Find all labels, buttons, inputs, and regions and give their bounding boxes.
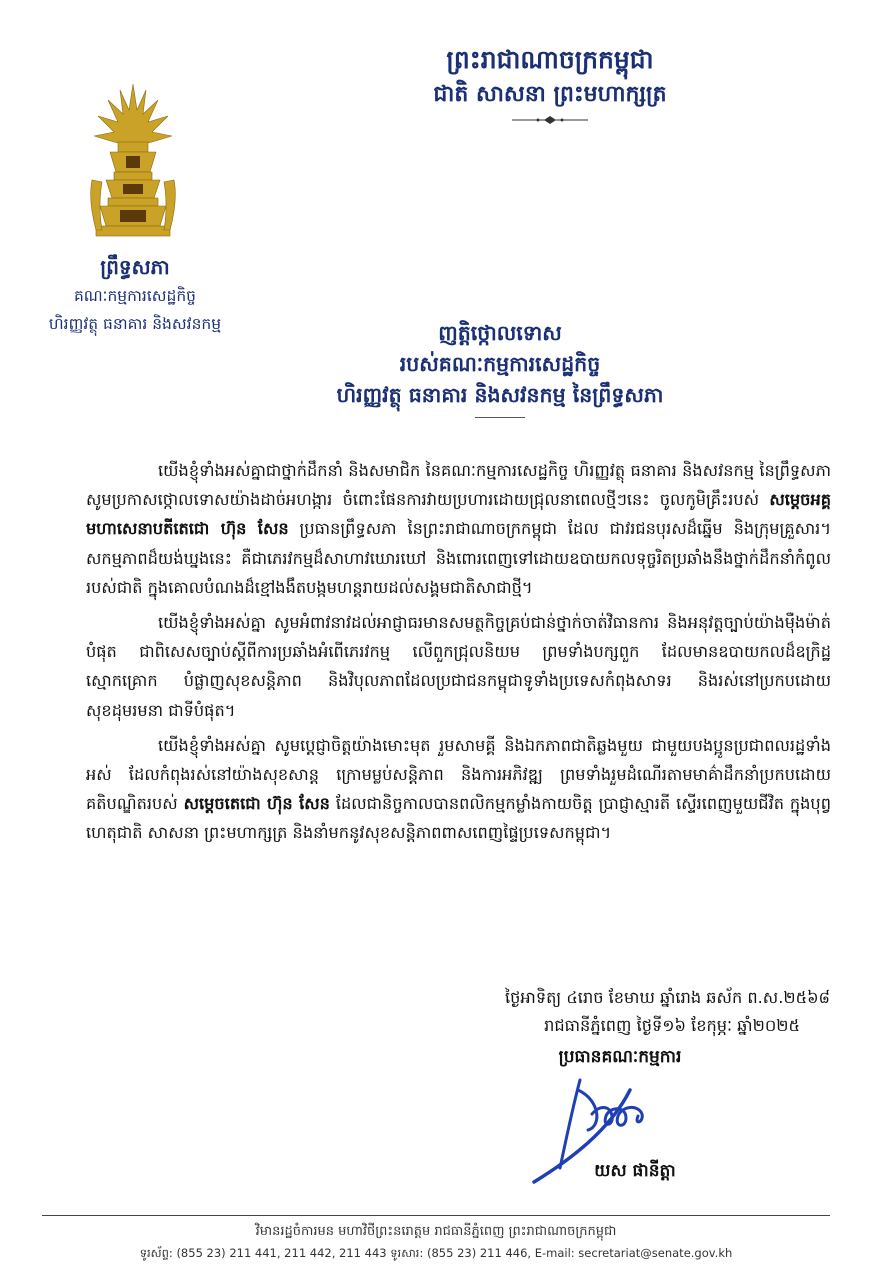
paragraph-1-bold-name: សម្តេចអគ្គមហាសេនាបតីតេជោ ហ៊ុន សែន [86, 490, 831, 539]
organization-name: ព្រឹទ្ធសភា [100, 255, 170, 279]
lunar-date: ថ្ងៃអាទិត្យ ៤រោច ខែមាឃ ឆ្នាំរោង ឆស័ក ព.ស.២៥៦៨ [505, 988, 830, 1007]
kingdom-motto: ជាតិ សាសនា ព្រះមហាក្សត្រ [433, 81, 667, 107]
paragraph-3-text-a: យើងខ្ញុំទាំងអស់គ្នា សូមប្តេជ្ញាចិត្តយ៉ាងមោះមុត រួមសាមគ្គី និងឯកភាពជាតិឆ្លងមួយ ជាមួយបងប្អូនប្រជាពលរដ្ឋទាំងអស់ ដែលកំពុងរស់នៅយ៉ាងសុខសាន្ត ក្រោមម្លប់សន្តិភាព និងការអភិវឌ្ឍ ព្រមទាំងរួមដំណើរតាមមាគ៌ាដឹកនាំប្រកបដោយគតិបណ្ឌិតរបស់ [86, 735, 831, 814]
title-line-1: ញត្តិថ្កោលទោស [438, 321, 562, 345]
date-block [380, 984, 830, 1040]
committee-line-1: គណៈកម្មការសេដ្ឋកិច្ច [73, 287, 197, 305]
document-body [86, 456, 831, 854]
committee-line-2: ហិរញ្ញវត្ថុ ធនាគារ និងសវនកម្ម [48, 315, 222, 333]
signatory-name: យស ផានីត្តា [594, 1161, 676, 1181]
footer [42, 1222, 830, 1264]
paragraph-3 [86, 731, 831, 848]
title-line-3: ហិរញ្ញវត្ថុ ធនាគារ និងសវនកម្ម នៃព្រឹទ្ធសភា [336, 383, 664, 407]
kingdom-title: ព្រះរាជាណាចក្រកម្ពុជា [446, 45, 654, 74]
royal-cambodian-emblem-icon [88, 80, 178, 245]
divider-ornament-icon [510, 115, 590, 125]
footer-divider [42, 1215, 830, 1216]
paragraph-2: យើងខ្ញុំទាំងអស់គ្នា សូមអំពាវនាវដល់អាជ្ញាធរមានសមត្ថកិច្ចគ្រប់ជាន់ថ្នាក់ចាត់វិធានការ និងអនុវត្តច្បាប់យ៉ាងម៉ឺងម៉ាត់បំផុត ជាពិសេសច្បាប់ស្តីពីការប្រឆាំងអំពើភេរវកម្ម លើពួកជ្រុលនិយម ព្រមទាំងបក្សពួក ដែលមានឧបាយកលដ៏ឧក្រិដ្ឋស្មោកគ្រោក បំផ្លាញសុខសន្តិភាព និងវិបុលភាពដែលប្រជាជនកម្ពុជាទូទាំងប្រទេសកំពុងសាទរ និងរស់នៅប្រកបដោយសុខដុមរមនា ជាទីបំផុត។ [86, 613, 831, 720]
paragraph-1-text-a: យើងខ្ញុំទាំងអស់គ្នាជាថ្នាក់ដឹកនាំ និងសមាជិក នៃគណៈកម្មការសេដ្ឋកិច្ច ហិរញ្ញវត្ថុ ធនាគារ និងសវនកម្ម នៃព្រឹទ្ធសភា សូមប្រកាសថ្កោលទោសយ៉ាងដាច់អហង្ការ ចំពោះផែនការវាយប្រហារដោយជ្រុលនាពេលថ្មីៗនេះ ចូលកូមិគ្រឹះរបស់ [86, 461, 831, 510]
title-line-2: របស់គណៈកម្មការសេដ្ឋកិច្ច [399, 352, 601, 376]
kingdom-header [270, 42, 830, 129]
paragraph-1-text-b: ប្រធានព្រឹទ្ធសភា នៃព្រះរាជាណាចក្រកម្ពុជា ដែល ជាវរជនបុរសដ៏ឆ្នើម និងក្រុមគ្រួសារ។ សកម្មភាពដ៏យង់ឃ្នងនេះ គឺជាភេរវកម្មដ៏សាហាវឃោរឃៅ និងពោរពេញទៅដោយឧបាយកលទុច្ចរិតប្រឆាំងនឹងថ្នាក់ដឹកនាំកំពូលរបស់ជាតិ ក្នុងគោលបំណងដ៏ខ្មៅងងឹតបង្កមហន្តរាយដល់សង្គមជាតិសាជាថ្មី។ [86, 519, 831, 597]
paragraph-1 [86, 456, 831, 602]
paragraph-3-text-b: ដែលជានិច្ចកាលបានពលិកម្មកម្លាំងកាយចិត្ត ប្រាជ្ញាស្មារតី ស្ទើរពេញមួយជីវិត ក្នុងបុព្វហេតុជាតិ សាសនា ព្រះមហាក្សត្រ និងនាំមកនូវសុខសន្តិភាពពាសពេញផ្ទៃប្រទេសកម្ពុជា។ [86, 794, 831, 843]
paragraph-3-bold-name: សម្តេចតេជោ ហ៊ុន សែន [183, 794, 330, 814]
footer-address: វិមានរដ្ឋចំការមន មហាវិថីព្រះនរោត្តម រាជធានីភ្នំពេញ ព្រះរាជាណាចក្រកម្ពុជា [255, 1224, 617, 1239]
document-title [200, 318, 800, 418]
solar-date: រាជធានីភ្នំពេញ ថ្ងៃទី១៦ ខែកុម្ភៈ ឆ្នាំ២០២៥ [544, 1016, 800, 1035]
footer-contact: ទូរស័ព្ទ: (855 23) 211 441, 211 442, 211 443 ទូរសារ: (855 23) 211 446, E-mail: secretariat@senate.gov.kh [139, 1246, 733, 1260]
signatory-role: ប្រធានគណៈកម្មការ [558, 1047, 682, 1067]
title-divider [475, 417, 525, 418]
